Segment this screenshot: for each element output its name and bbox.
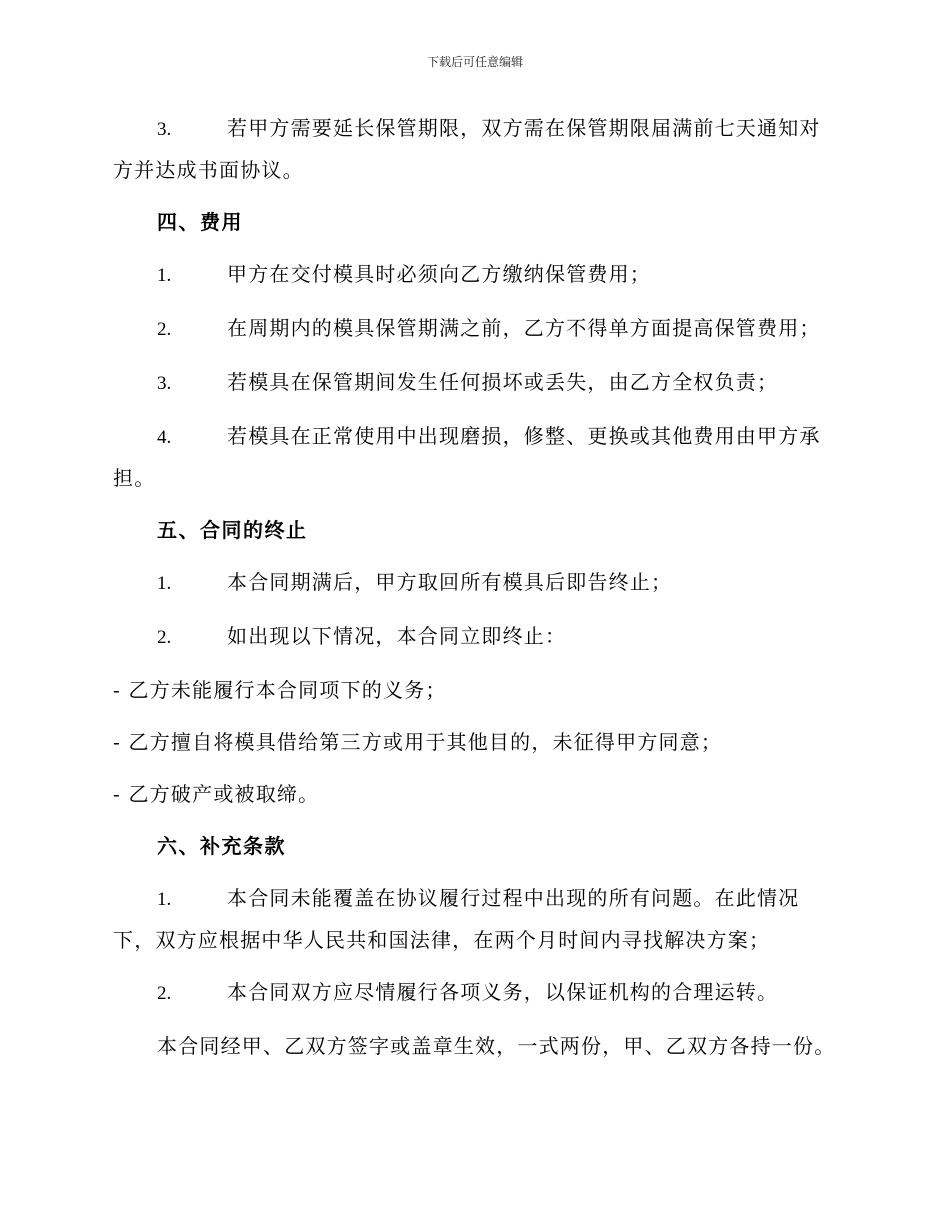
clause-number: 1. [157, 889, 172, 910]
clause-number: 2. [157, 319, 172, 340]
fees-item-4 [113, 416, 837, 498]
clause-number: 2. [157, 627, 172, 648]
termination-condition-2: - 乙方擅自将模具借给第三方或用于其他目的，未征得甲方同意； [113, 730, 723, 754]
section-heading-fees: 四、费用 [157, 210, 243, 234]
termination-item-2 [113, 616, 837, 658]
clause-3-3 [113, 108, 837, 190]
fees-item-2 [113, 308, 837, 350]
clause-text: 本合同期满后，甲方取回所有模具后即告终止； [227, 570, 673, 594]
clause-text: 在周期内的模具保管期满之前，乙方不得单方面提高保管费用； [227, 316, 821, 340]
supplement-item-2 [113, 972, 837, 1014]
clause-text: 若模具在保管期间发生任何损坏或丢失，由乙方全权负责； [227, 370, 779, 394]
section-heading-termination: 五、合同的终止 [157, 518, 308, 542]
clause-text: 若模具在正常使用中出现磨损，修整、更换或其他费用由甲方承担。 [113, 424, 821, 490]
clause-number: 1. [157, 573, 172, 594]
termination-condition-1: - 乙方未能履行本合同项下的义务； [113, 678, 447, 702]
clause-text: 本合同双方应尽情履行各项义务，以保证机构的合理运转。 [227, 980, 779, 1004]
clause-number: 2. [157, 983, 172, 1004]
clause-text: 若甲方需要延长保管期限，双方需在保管期限届满前七天通知对方并达成书面协议。 [113, 116, 821, 182]
clause-text: 如出现以下情况，本合同立即终止： [227, 624, 567, 648]
clause-number: 3. [157, 119, 172, 140]
closing-paragraph: 本合同经甲、乙双方签字或盖章生效，一式两份，甲、乙双方各持一份。 [157, 1034, 836, 1058]
clause-number: 1. [157, 265, 172, 286]
fees-item-3 [113, 362, 837, 404]
clause-text: 本合同未能覆盖在协议履行过程中出现的所有问题。在此情况下，双方应根据中华人民共和国法律，在两个月时间内寻找解决方案； [113, 886, 800, 952]
page-header-note: 下载后可任意编辑 [426, 55, 523, 69]
fees-item-1 [113, 254, 837, 296]
termination-condition-3: - 乙方破产或被取缔。 [113, 782, 320, 806]
termination-item-1 [113, 562, 837, 604]
section-heading-supplement: 六、补充条款 [157, 834, 286, 858]
clause-number: 3. [157, 373, 172, 394]
clause-text: 甲方在交付模具时必须向乙方缴纳保管费用； [227, 262, 651, 286]
document-body [113, 108, 837, 1078]
clause-number: 4. [157, 427, 172, 448]
supplement-item-1 [113, 878, 837, 960]
